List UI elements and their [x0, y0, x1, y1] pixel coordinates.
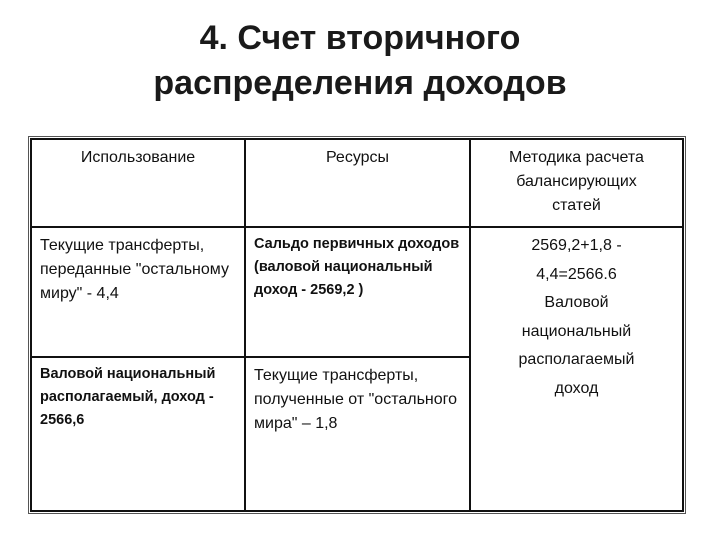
header-method-line-2: балансирующих	[516, 173, 637, 190]
table-row	[31, 227, 683, 357]
method-line-5: располагаемый	[518, 351, 635, 368]
cell-method-calculation	[470, 227, 683, 511]
header-usage-label: Использование	[80, 149, 196, 166]
slide-title	[0, 16, 720, 106]
slide-title-line-2: распределения доходов	[153, 64, 567, 102]
cell-resources-transfers-received: Текущие трансферты, полученные от "остального мира" – 1,8	[245, 357, 470, 511]
slide-title-line-1: 4. Счет вторичного	[199, 19, 521, 57]
header-method-line-1: Методика расчета	[509, 149, 644, 166]
method-line-3: Валовой	[544, 294, 609, 311]
method-line-6: доход	[554, 379, 599, 397]
header-resources-label: Ресурсы	[325, 149, 390, 166]
cell-usage-disposable-income: Валовой национальный располагаемый, доход - 2566,6	[31, 357, 245, 511]
method-line-2: 4,4=2566.6	[536, 265, 617, 283]
secondary-distribution-table	[30, 138, 684, 512]
header-method-line-3: статей	[552, 197, 601, 214]
header-method	[470, 139, 683, 227]
table-header-row	[31, 139, 683, 227]
method-line-4: национальный	[521, 322, 632, 340]
method-line-1: 2569,2+1,8 -	[531, 237, 622, 254]
header-usage	[31, 139, 245, 227]
cell-resources-primary-balance: Сальдо первичных доходов (валовой национальный доход - 2569,2 )	[245, 227, 470, 357]
header-resources	[245, 139, 470, 227]
cell-usage-transfers-paid: Текущие трансферты, переданные "остальному миру" - 4,4	[31, 227, 245, 357]
